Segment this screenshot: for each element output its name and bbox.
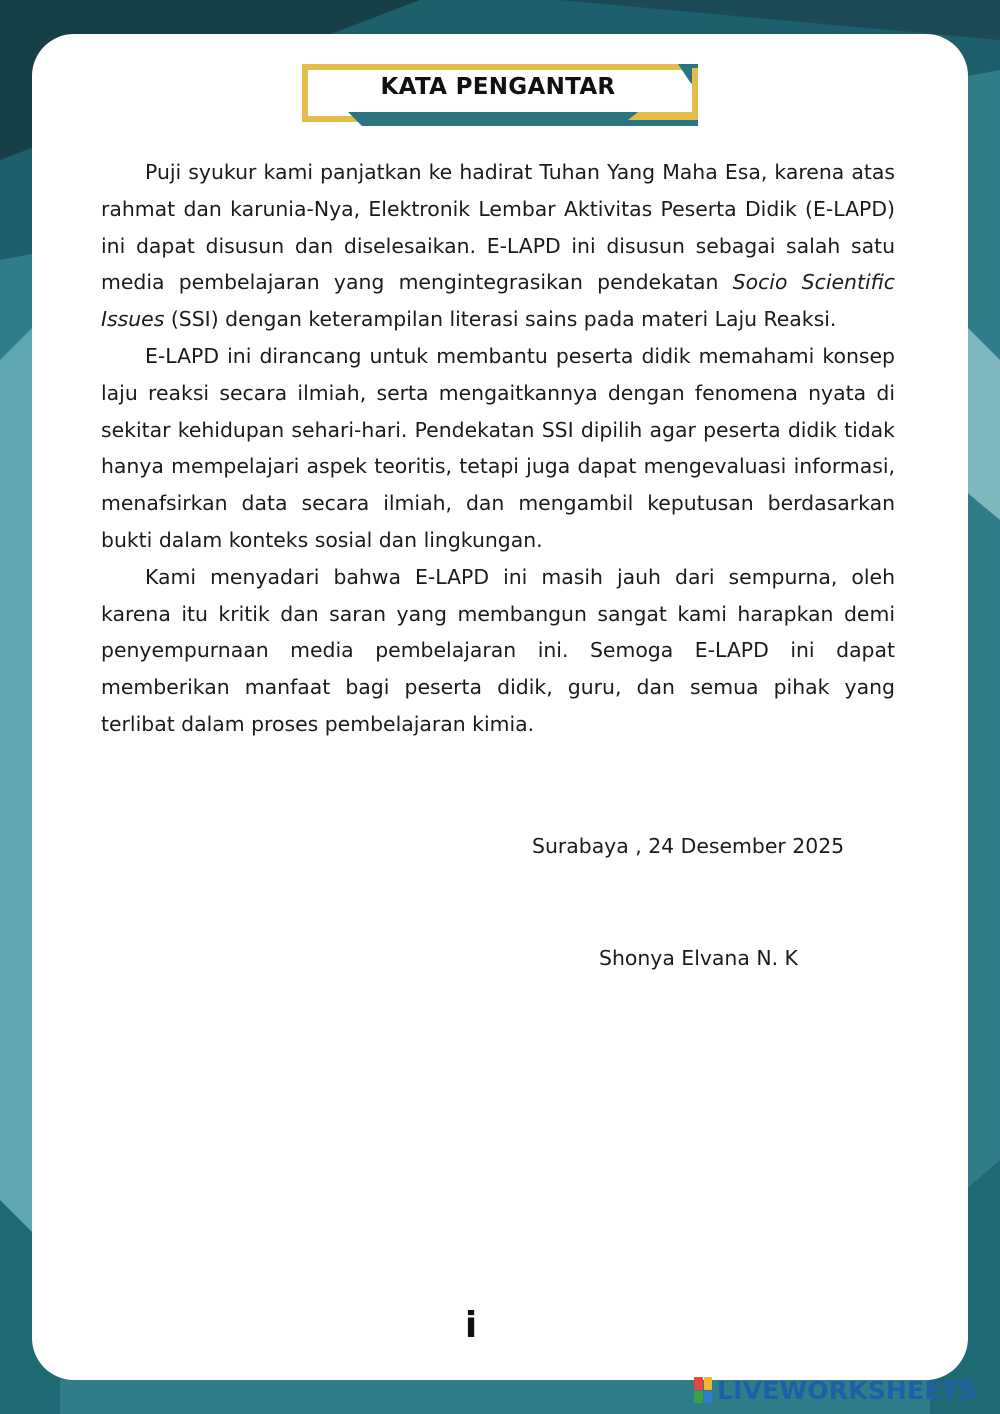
watermark-text: LIVEWORKSHEETS xyxy=(717,1375,978,1405)
paragraph-1-text-a: Puji syukur kami panjatkan ke hadirat Tuhan Yang Maha Esa, karena atas rahmat dan karunia-Nya, Elektronik Lembar Aktivitas Peserta Didik (E-LAPD) ini dapat disusun dan diselesaikan. E-LAPD ini disusun sebagai salah satu media pembelajaran yang mengintegrasikan pendekatan xyxy=(101,160,895,295)
paragraph-2: E-LAPD ini dirancang untuk membantu peserta didik memahami konsep laju reaksi secara ilmiah, serta mengaitkannya dengan fenomena nyata di sekitar kehidupan sehari-hari. Pendekatan SSI dipilih agar peserta didik tidak hanya mempelajari aspek teoritis, tetapi juga dapat mengevaluasi informasi, menafsirkan data secara ilmiah, dan mengambil keputusan berdasarkan bukti dalam konteks sosial dan lingkungan. xyxy=(101,343,895,552)
foreword-body xyxy=(101,154,895,743)
paragraph-1-italic-term: Socio Scientific Issues xyxy=(101,270,895,332)
liveworksheets-logo-icon xyxy=(694,1377,712,1403)
paragraph-1-text-b: (SSI) dengan keterampilan literasi sains pada materi Laju Reaksi. xyxy=(164,307,837,332)
page-number: i xyxy=(464,1305,478,1346)
page-title: KATA PENGANTAR xyxy=(380,74,616,100)
paragraph-1 xyxy=(101,154,895,338)
paragraph-3: Kami menyadari bahwa E-LAPD ini masih jauh dari sempurna, oleh karena itu kritik dan saran yang membangun sangat kami harapkan demi penyempurnaan media pembelajaran ini. Semoga E-LAPD ini dapat memberikan manfaat bagi peserta didik, guru, dan semua pihak yang terlibat dalam proses pembelajaran kimia. xyxy=(101,564,895,736)
signer-name: Shonya Elvana N. K xyxy=(599,946,798,970)
liveworksheets-watermark xyxy=(694,1373,977,1407)
place-date: Surabaya , 24 Desember 2025 xyxy=(532,834,845,858)
